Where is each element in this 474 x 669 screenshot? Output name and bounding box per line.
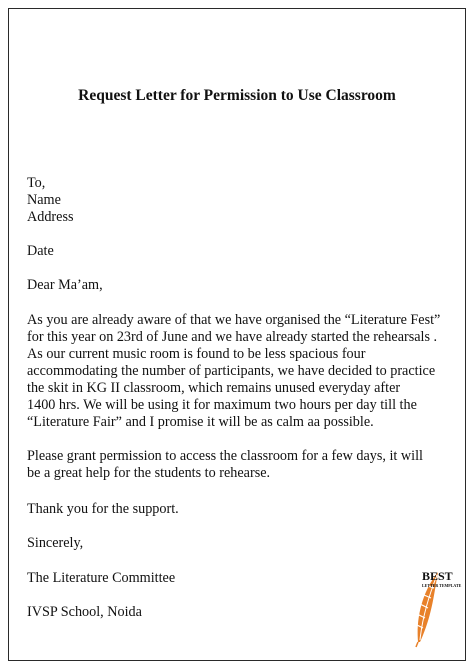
signature-line: The Literature Committee	[27, 570, 176, 586]
paragraph-line: 1400 hrs. We will be using it for maximum two hours per day till the	[27, 397, 417, 413]
school-line: IVSP School, Noida	[27, 604, 142, 620]
address-line: To,	[27, 175, 46, 191]
best-letter-template-logo	[408, 558, 464, 648]
letter-page	[8, 8, 466, 661]
address-line: Name	[27, 192, 61, 208]
paragraph-1	[27, 312, 457, 431]
paragraph-line: Please grant permission to access the classroom for a few days, it will	[27, 448, 423, 464]
logo-word-letter-template: LETTER TEMPLATE	[422, 583, 462, 588]
letter-date: Date	[27, 243, 54, 259]
logo-word-best: BEST	[422, 569, 453, 583]
letter-title: Request Letter for Permission to Use Classroom	[78, 87, 396, 104]
paragraph-line: for this year on 23rd of June and we have already started the rehearsals .	[27, 329, 438, 345]
paragraph-2	[27, 448, 457, 482]
address-line: Address	[27, 209, 74, 225]
closing-line: Sincerely,	[27, 535, 84, 551]
paragraph-line: As you are already aware of that we have organised the “Literature Fest”	[27, 312, 441, 328]
thanks-line: Thank you for the support.	[27, 501, 179, 517]
paragraph-line: “Literature Fair” and I promise it will be as calm aa possible.	[27, 414, 374, 430]
paragraph-line: accommodating the number of participants, we have decided to practice	[27, 363, 436, 379]
recipient-address	[27, 175, 457, 226]
paragraph-line: be a great help for the students to rehearse.	[27, 465, 271, 481]
salutation: Dear Ma’am,	[27, 277, 103, 293]
paragraph-line: the skit in KG II classroom, which remains unused everyday after	[27, 380, 401, 396]
paragraph-line: As our current music room is found to be less spacious four	[27, 346, 366, 362]
